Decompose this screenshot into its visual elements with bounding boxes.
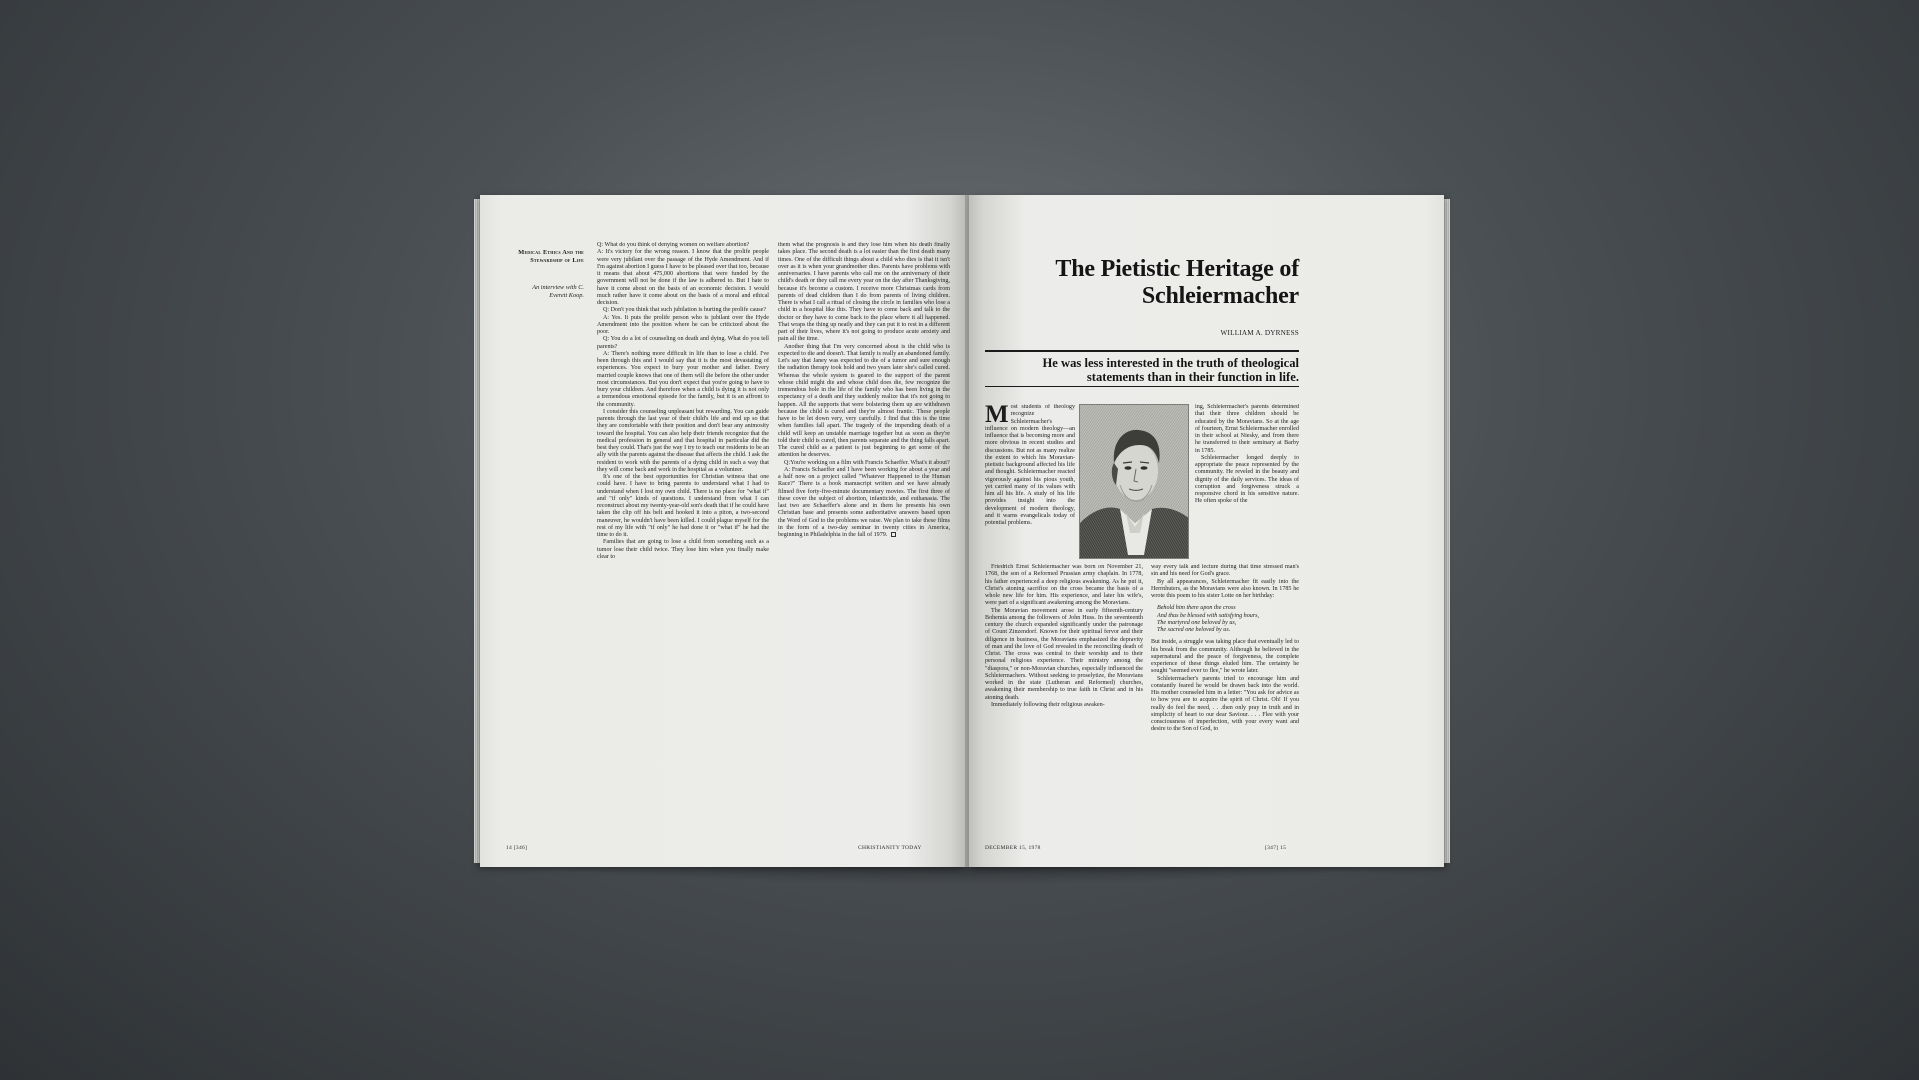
deck-rule-top: [985, 350, 1299, 352]
paragraph-text: A: Francis Schaeffer and I have been working for about a year and a half now on a project called "Whatever Happened to the Human Race?" There is a book manuscript written and we have already filmed five forty-five-minute documentary movies. The first three of these cover the subject of abortion, infanticide, and euthanasia. The last two are Schaeffer's alone and in them he presents his own Christian base and presents some authoritative answers based upon the Word of God to the problems we raise. We plan to take these films in the form of a two-day seminar in twenty cities in America, beginning in Philadelphia in the fall of 1979.: [778, 466, 950, 538]
body-paragraph: [1151, 639, 1299, 675]
body-paragraph: way every talk and lecture during that time stressed man's sin and his need for God's grace.: [1151, 564, 1299, 578]
paragraph-text: Immediately following their religious awaken-: [991, 701, 1105, 708]
body-paragraph: [778, 460, 950, 467]
article-byline: WILLIAM A. DYRNESS: [1220, 329, 1299, 337]
drop-cap: M: [985, 404, 1009, 428]
end-mark-icon: [891, 532, 896, 537]
paragraph-text: I consider this counseling unpleasant but rewarding. You can guide parents through the last year of their child's life and end up so that they are comfortable with their position and don't bear any animosity toward the hospital. You can also help their friends recognize that the medical profession in general and that hospital in particular did the best they could. That's just the way I try to teach our residents to be an ally with the parents against the disease that affects the child. I ask the resident to work with the parents of a dying child in such a way that they will come back and work in the hospital as a volunteer.: [597, 408, 769, 473]
poem-block: [1157, 605, 1299, 634]
paragraph-text: Another thing that I'm very concerned about is the child who is expected to die and doesn't. That family is really an abandoned family. Let's say that Janey was expected to die of a tumor and sure enough the radiation therapy took hold and two years later she's called cured. Whereas the whole system is geared to the support of the parent whose child might die and whose child does die, few recognize the tremendous hole in the life of the family who has been living in the expectancy of a death and they suddenly realize that it's not going to happen. All the supports that were bolstering them up are withdrawn because the child is cured and they're almost frantic. These people have to be let down very, very carefully. I find that this is the time when families fall apart. The tragedy of the impending death of a child will keep an unstable marriage together but as soon as they're told their child is cured, then parents separate and the thing falls apart. The cured child as a patient is just beginning to get some of the attention he deserves.: [778, 343, 950, 459]
paragraph-text: The Moravian movement arose in early fifteenth-century Bohemia among the followers of John Huss. In the seventeenth century the church expanded significantly under the patronage of Count Zinzendorf. Known for their spiritual fervor and their diligence in business, the Moravians emphasized the depravity of man and the love of God revealed in the reconciling death of Christ. The cross was central to their worship and to their personal religious experience. Their ministry among the "diaspora," or non-Moravian churches, especially influenced the Schleiermachers. Without seeking to proselytize, the Moravians worked in the state (Lutheran and Reformed) churches, awakening their membership to true faith in Christ and in his atoning death.: [985, 607, 1143, 701]
right-column-2-top: [1195, 404, 1299, 562]
paragraph-text: Families that are going to lose a child from something such as a tumor lose their child twice. They lose him when you finally make clear to: [597, 539, 769, 560]
page-stack-right: [1444, 199, 1450, 863]
folio-right-page-number: [347] 15: [1265, 845, 1287, 851]
poem-line: Behold him there upon the cross: [1157, 605, 1236, 612]
lead-paragraph-part: ost students of theology recognize Schleiermacher's influence on modern theology—an influence that is becoming more and more obvious in recent studies and discussions. But not as many realize the extent to which his Moravian-pietistic background affected his life and thought. Schleiermacher reacted vigorously against his pious youth, yet carried many of its values with him all his life. A study of his life provides insight into the development of modern theology, and it warns evangelicals today of potential problems.: [985, 404, 1075, 526]
right-column-1: [985, 564, 1143, 831]
folio-left-magazine: CHRISTIANITY TODAY: [858, 845, 922, 851]
paragraph-text: Q: What do you think of denying women on welfare abortion?: [597, 242, 750, 248]
paragraph-text: Q:You're working on a film with Francis Schaeffer. What's it about?: [784, 459, 950, 466]
paragraph-text: them what the prognosis is and they lose him when his death finally takes place. The second death is a lot easier than the first death many times. One of the difficult things about a child who dies is that it isn't over as it is when your grandmother dies. Parents have problems with anniversaries. I have parents who call me on the anniversary of their child's death or they call me every year on the day after Thanksgiving, because it's become a custom. I receive more Christmas cards from parents of dead children than I do from parents of living children. There is what I call a ritual of closing the circle in families who lose a child in a hospital like this. They have to come back and talk to the doctor or they have to come back to the place where it all happened. That wraps the thing up neatly and they can put it to rest in a different part of their lives, where it's not going to produce acute anxiety and pain all the time.: [778, 242, 950, 343]
deck-rule-bottom: [985, 386, 1299, 387]
left-column-1: [597, 242, 769, 797]
paragraph-text: Q: You do a lot of counseling on death and dying. What do you tell parents?: [597, 336, 769, 350]
article-deck: He was less interested in the truth of theological statements than in their function in life.: [1042, 356, 1299, 384]
right-column-1-top: [985, 404, 1075, 562]
body-paragraph: [778, 344, 950, 460]
body-paragraph: [597, 336, 769, 351]
body-paragraph: [597, 474, 769, 539]
body-paragraph: [597, 539, 769, 561]
paragraph-text: Friedrich Ernst Schleiermacher was born on November 21, 1768, the son of a Reformed Prussian army chaplain. In 1778, his father experienced a deep religious awakening. As he put it, Christ's atoning sacrifice on the cross became the basis of a whole new life for him. His experience, and later his wife's, were part of a significant awakening among the Moravians.: [985, 564, 1143, 607]
paragraph-text: By all appearances, Schleiermacher fit easily into the Herrnhuters, as the Moravians were also known. In 1785 he wrote this poem to his sister Lotte on her birthday:: [1151, 578, 1299, 599]
body-paragraph: [597, 351, 769, 409]
poem-line: The sacred one beloved by us.: [1157, 627, 1231, 633]
paragraph-text: But inside, a struggle was taking place that eventually led to his break from the community. Although he believed in the supernatural and the peace of forgiveness, the complete experience of these things eluded him. The certainty he sought "seemed ever to flee," he wrote later.: [1151, 639, 1299, 675]
body-paragraph: [778, 242, 950, 344]
side-title: Medical Ethics And the Stewardship of Life: [518, 249, 584, 264]
paragraph-text: A: Yes. It puts the prolife person who is jubilant over the Hyde Amendment into the position where he can be criticized about the poor.: [597, 314, 769, 335]
left-page: [480, 195, 965, 867]
body-paragraph: [597, 315, 769, 337]
portrait-image: [1079, 404, 1189, 559]
schleiermacher-portrait-icon: [1080, 405, 1189, 559]
body-paragraph: [597, 409, 769, 474]
paragraph-text: Schleiermacher's parents tried to encourage him and constantly feared he would be drawn back into the world. His mother counseled him in a letter: "You ask for advice as to how you are to acquire the spirit of Christ. Oh! If you really do feel the need, . . .then only pray in truth and in simplicity of heart to our dear Saviour. . . . Flee with your consciousness of imperfection, with your every want and desire to the Son of God, to: [1151, 675, 1299, 733]
article-headline: The Pietistic Heritage of Schleiermacher: [1055, 256, 1299, 309]
folio-left-page-number: 14 [346]: [506, 845, 528, 851]
poem-line: The martyred one beloved by us,: [1157, 619, 1237, 626]
body-paragraph: [1151, 579, 1299, 601]
body-paragraph: [597, 249, 769, 307]
body-paragraph: [1151, 676, 1299, 734]
paragraph-text: A: It's victory for the wrong reason. I know that the prolife people were very jubilant over the passage of the Hyde Amendment. And if I'm against abortion I guess I have to be pleased over that too, because it means that about 475,000 abortions that were funded by the government will not be done if the law is adhered to. But I hate to have it come about on the basis of an economic decision. I would much rather have it come about on the basis of a moral and ethical decision.: [597, 249, 769, 306]
poem-line: And thus be blessed with satisfying hours,: [1157, 612, 1260, 619]
paragraph-text: A: There's nothing more difficult in life than to lose a child. I've been through this and I would say that it is the most devastating of experiences. You expect to bury your mother and father. Every married couple knows that one of them will die before the other under most circumstances. But you don't expect that you're going to have to bury your children. And therefore when a child is dying it is not only a tremendous emotional episode for the family, but it is an affront to the community.: [597, 350, 769, 408]
body-paragraph: [778, 467, 950, 540]
right-column-2: [1151, 564, 1299, 831]
body-paragraph: [985, 702, 1143, 709]
right-page: [969, 195, 1444, 867]
paragraph-text: It's one of the best opportunities for Christian witness that one could have. I have to bring parents to understand what I had to understand when I lost my own child. There is no place for "what if" and "if only" kinds of questions. I understand from what I can reconstruct about my twenty-year-old son's death that if he could have taken the clip off his belt and hooked it into a piton, a two-second maneuver, he wouldn't have been killed. I could plague myself for the rest of my life with "if only" he had done it or "what if" he had the time to do it.: [597, 474, 769, 538]
magazine-spread: [480, 195, 1444, 867]
body-paragraph: ing, Schleiermacher's parents determined that their three children should be educated by the Moravians. So at the age of fourteen, Ernst Schleiermacher enrolled in their school at Niesky, and from there he transferred to their seminary at Barby in 1785.: [1195, 404, 1299, 454]
body-paragraph: [597, 307, 769, 314]
folio-right-date: DECEMBER 15, 1978: [985, 845, 1041, 851]
body-paragraph: [985, 608, 1143, 702]
side-subtitle: An interview with C. Everett Koop.: [532, 284, 584, 299]
left-column-2: [778, 242, 950, 797]
paragraph-text: Q: Don't you think that such jubilation is hurting the prolife cause?: [603, 307, 767, 314]
body-paragraph: [985, 564, 1143, 608]
body-paragraph: Schleiermacher longed deeply to appropriate the peace represented by the community. He reveled in the beauty and dignity of the daily services. The ideas of corruption and forgiveness struck a responsive chord in his sensitive nature. He often spoke of the: [1195, 454, 1299, 505]
